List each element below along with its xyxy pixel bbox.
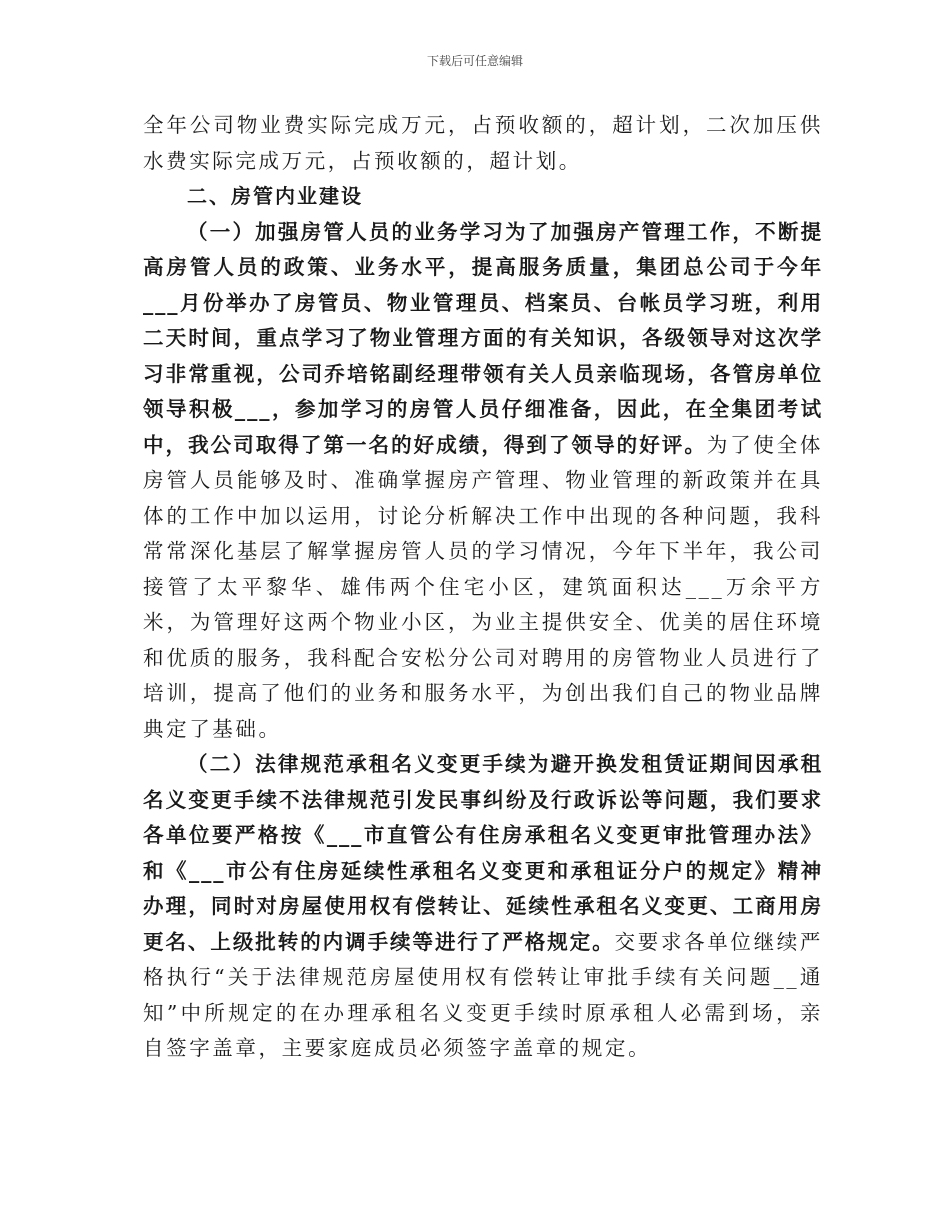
document-body [143,108,823,1067]
name-change-bold-text: （二）法律规范承租名义变更手续为避开换发租赁证期间因承租名义变更手续不法律规范引发民事纠纷及行政诉讼等问题，我们要求各单位要严格按《___市直管公有住房承租名义变更审批管理办法》和《___市公有住房延续性承租名义变更和承租证分户的规定》精神办理，同时对房屋使用权有偿转让、延续性承租名义变更、工商用房更名、上级批转的内调手续等进行了严格规定。 [143,752,823,954]
paragraph-name-change-procedure [143,747,823,1067]
name-change-normal-text: 交要求各单位继续严格执行“关于法律规范房屋使用权有偿转让审批手续有关问题__通知”中所规定的在办理承租名义变更手续时原承租人必需到场，亲自签字盖章，主要家庭成员必须签字盖章的规定。 [143,929,823,1060]
section-heading-housing-internal: 二、房管内业建设 [187,184,363,208]
page-header: 下载后可任意编辑 [426,54,523,68]
staff-training-normal-text: 为了使全体房管人员能够及时、准确掌握房产管理、物业管理的新政策并在具体的工作中加以运用，讨论分析解决工作中出现的各种问题，我科常常深化基层了解掌握房管人员的学习情况，今年下半年，我公司接管了太平黎华、雄伟两个住宅小区，建筑面积达___万余平方米，为管理好这两个物业小区，为业主提供安全、优美的居住环境和优质的服务，我科配合安松分公司对聘用的房管物业人员进行了培训，提高了他们的业务和服务水平，为创出我们自己的物业品牌典定了基础。 [143,432,824,741]
paragraph-fee-summary: 全年公司物业费实际完成万元，占预收额的，超计划，二次加压供水费实际完成万元，占预收额的，超计划。 [143,113,823,173]
paragraph-staff-training [143,215,823,748]
staff-training-bold-text: （一）加强房管人员的业务学习为了加强房产管理工作，不断提高房管人员的政策、业务水平，提高服务质量，集团总公司于今年___月份举办了房管员、物业管理员、档案员、台帐员学习班，利用二天时间，重点学习了物业管理方面的有关知识，各级领导对这次学习非常重视，公司乔培铭副经理带领有关人员亲临现场，各管房单位领导积极___，参加学习的房管人员仔细准备，因此，在全集团考试中，我公司取得了第一名的好成绩，得到了领导的好评。 [143,219,823,457]
